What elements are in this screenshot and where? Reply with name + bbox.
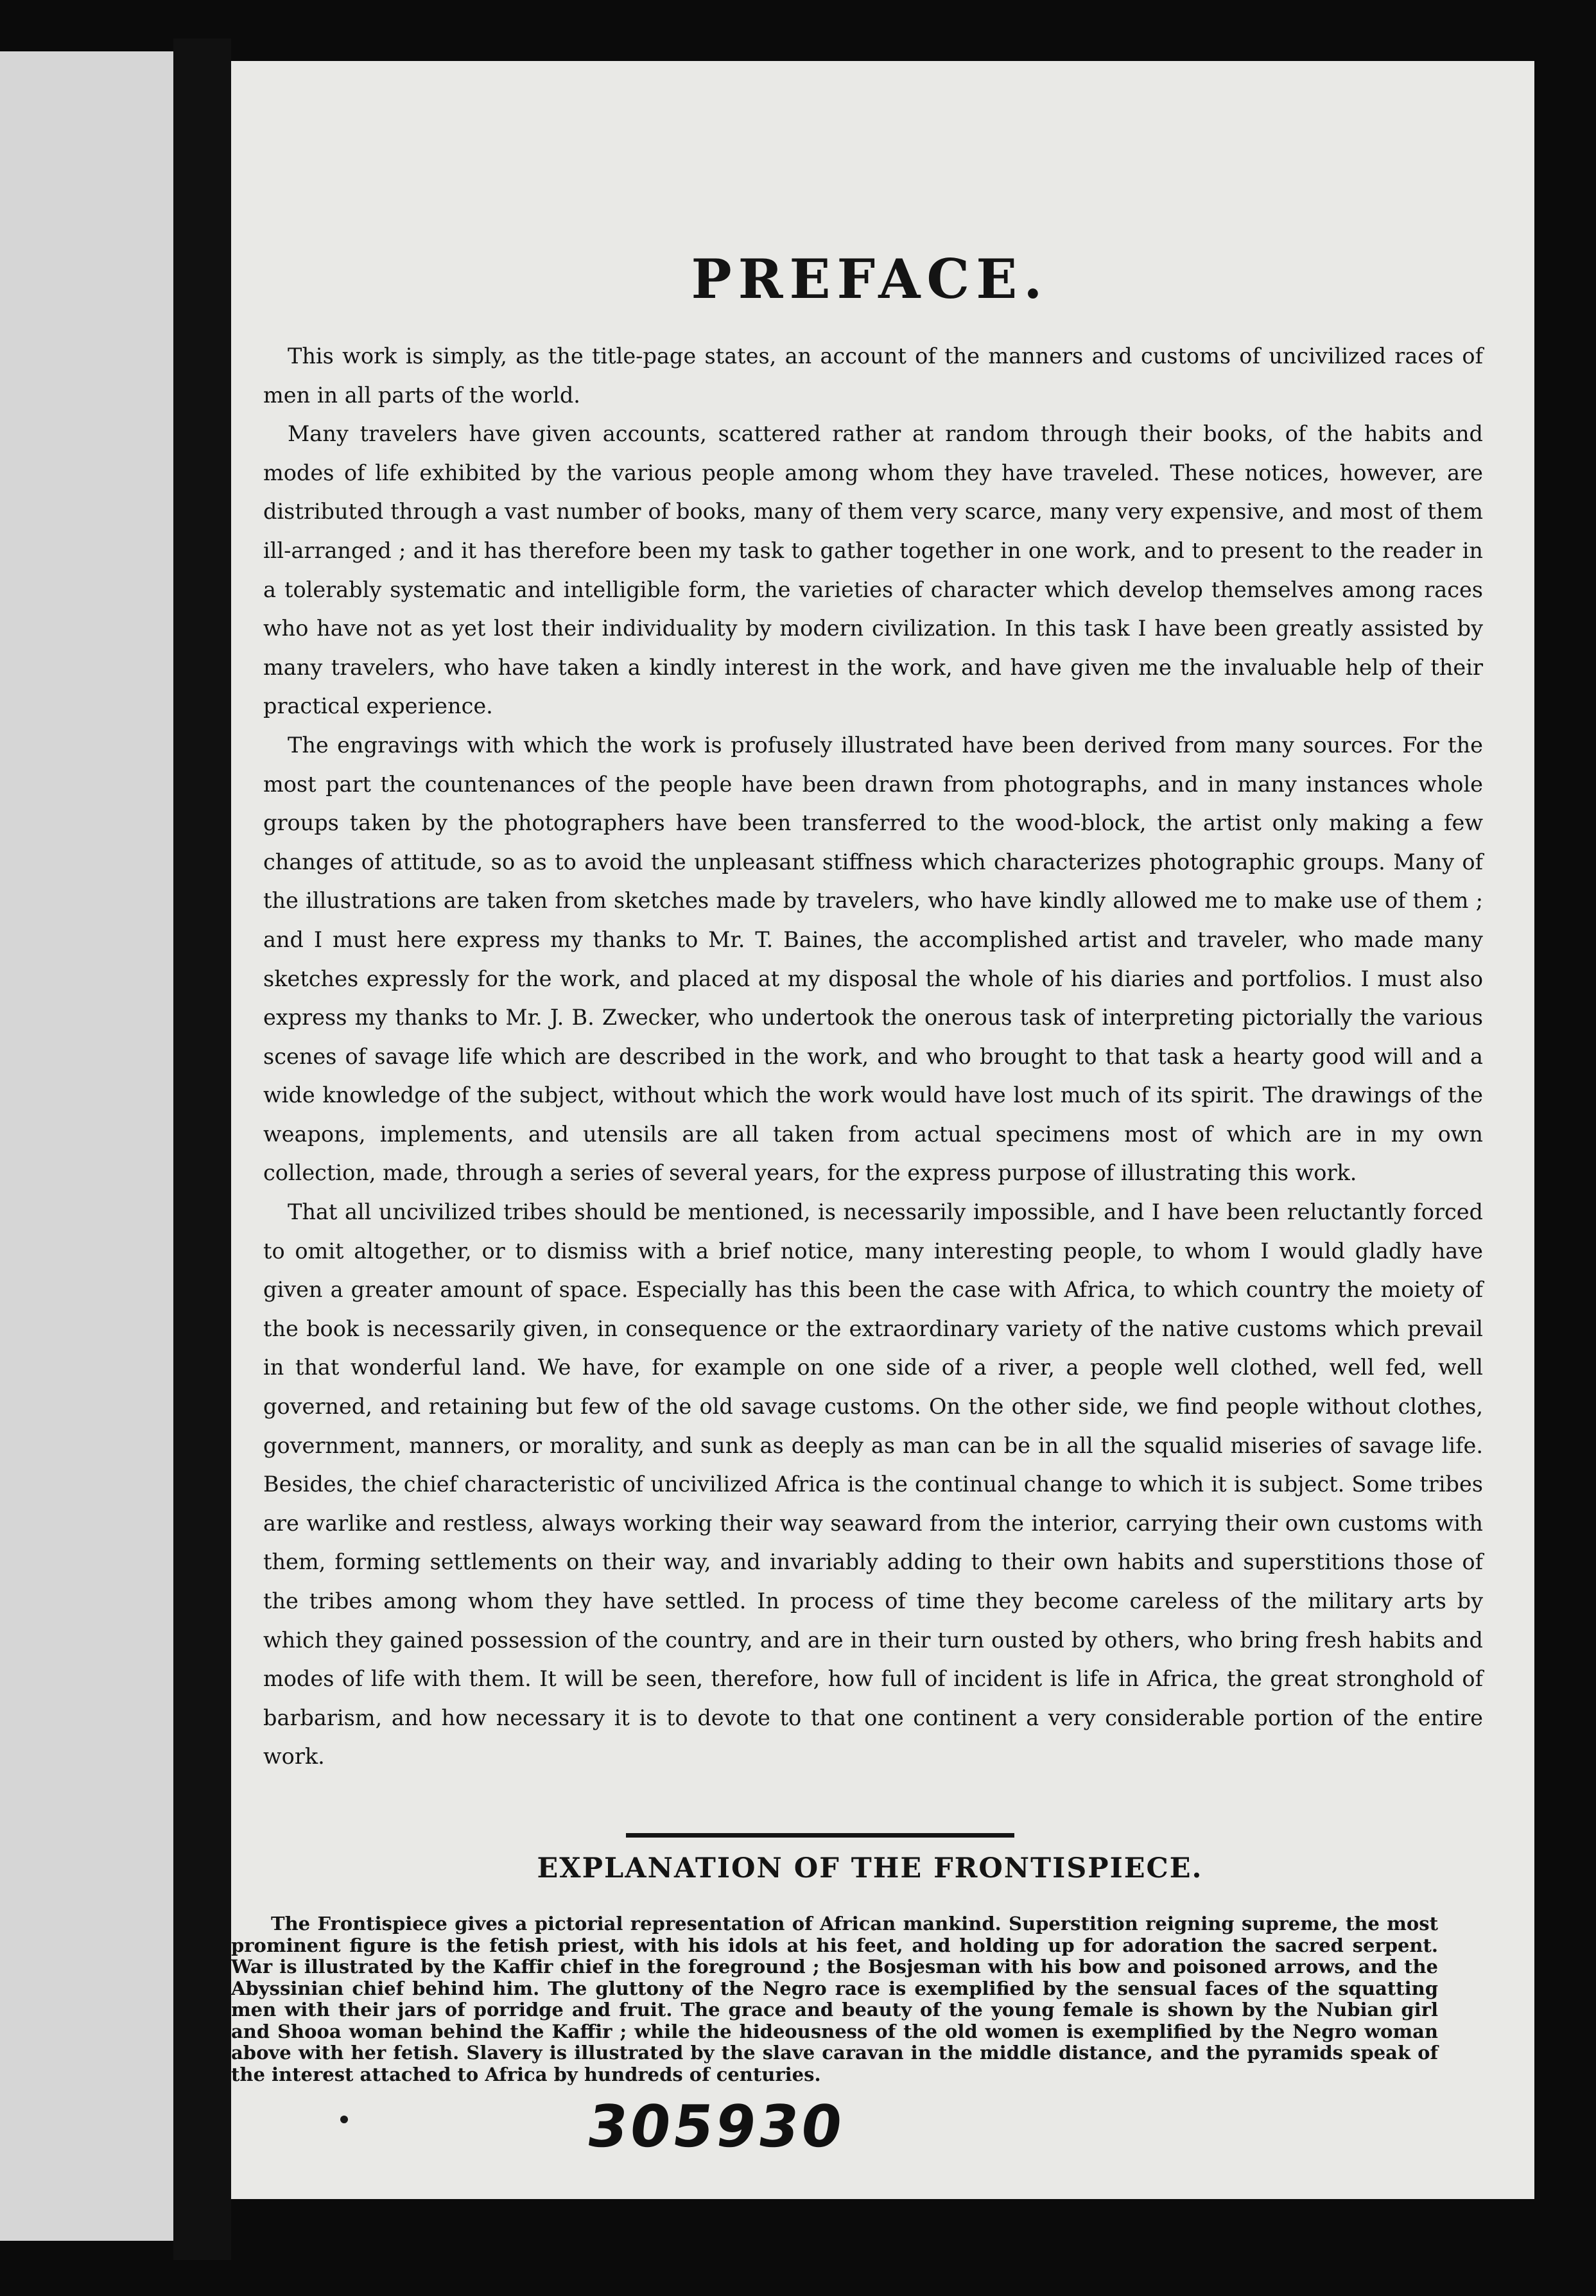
preface-paragraph-2: Many travelers have given accounts, scattered rather at random through their books, of the habits and modes of life exhibited by the various people among whom they have traveled. These notices, however, are distributed through a vast number of books, many of them very scarce, many very expensive, and most of them ill-arranged ; and it has therefore been my task to gather together in one work, and to present to the reader in a tolerably systematic and intelligible form, the varieties of character which develop themselves among races who have not as yet lost their individuality by modern civilization. In this task I have been greatly assisted by many travelers, who have taken a kindly interest in the work, and have given me the invaluable help of their practical experience. [263, 421, 1483, 719]
book-spine-shadow [173, 39, 231, 2260]
section-divider-rule [626, 1833, 1014, 1838]
preface-paragraph-4: That all uncivilized tribes should be mentioned, is necessarily impossible, and I have been reluctantly forced to omit altogether, or to dismiss with a brief notice, many interesting people, to whom I would gladly have given a greater amount of space. Especially has this been the case with Africa, to which country the moiety of the book is necessarily given, in consequence or the extraordinary variety of the native customs which prevail in that wonderful land. We have, for example on one side of a river, a people well clothed, well fed, well governed, and retaining but few of the old savage customs. On the other side, we find people without clothes, government, manners, or morality, and sunk as deeply as man can be in all the squalid miseries of savage life. Besides, the chief characteristic of uncivilized Africa is the continual change to which it is subject. Some tribes are warlike and restless, always working their way seaward from the interior, carrying their own customs with them, forming settlements on their way, and invariably adding to their own habits and superstitions those of the tribes among whom they have settled. In process of time they become careless of the military arts by which they gained possession of the country, and are in their turn ousted by others, who bring fresh habits and modes of life with them. It will be seen, therefore, how full of incident is life in Africa, the great stronghold of barbarism, and how necessary it is to devote to that one continent a very considerable portion of the entire work. [263, 1199, 1483, 1770]
handwritten-accession-number: 305930 [582, 2093, 849, 2161]
preface-title: PREFACE. [691, 247, 1049, 311]
ink-dot [340, 2116, 348, 2123]
preface-paragraph-3: The engravings with which the work is profusely illustrated have been derived from many sources. For the most part the countenances of the people have been drawn from photographs, and in many instances whole groups taken by the photographers have been transferred to the wood-block, the artist only making a few changes of attitude, so as to avoid the unpleasant stiffness which characterizes photographic groups. Many of the illustrations are taken from sketches made by travelers, who have kindly allowed me to make use of them ; and I must here express my thanks to Mr. T. Baines, the accomplished artist and traveler, who made many sketches expressly for the work, and placed at my disposal the whole of his diaries and portfolios. I must also express my thanks to Mr. J. B. Zwecker, who undertook the onerous task of interpreting pictorially the various scenes of savage life which are described in the work, and who brought to that task a hearty good will and a wide knowledge of the subject, without which the work would have lost much of its spirit. The drawings of the weapons, implements, and utensils are all taken from actual specimens most of which are in my own collection, made, through a series of several years, for the express purpose of illustrating this work. [263, 732, 1483, 1186]
book-page [231, 61, 1534, 2199]
frontispiece-title: EXPLANATION OF THE FRONTISPIECE. [537, 1852, 1203, 1884]
preface-paragraph-1: This work is simply, as the title-page states, an account of the manners and customs of uncivilized races of men in all parts of the world. [263, 344, 1483, 408]
faint-pencil-mark [880, 66, 895, 119]
preface-body [263, 337, 1483, 1777]
frontispiece-explanation: The Frontispiece gives a pictorial representation of African mankind. Superstition reigning supreme, the most prominent figure is the fetish priest, with his idols at his feet, and holding up for adoration the sacred serpent. War is illustrated by the Kaffir chief in the foreground ; the Bosjesman with his bow and poisoned arrows, and the Abyssinian chief behind him. The gluttony of the Negro race is exemplified by the sensual faces of the squatting men with their jars of porridge and fruit. The grace and beauty of the young female is shown by the Nubian girl and Shooa woman behind the Kaffir ; while the hideousness of the old women is exemplified by the Negro woman above with her fetish. Slavery is illustrated by the slave caravan in the middle distance, and the pyramids speak of the interest attached to Africa by hundreds of centuries. [231, 1913, 1438, 2085]
adjacent-left-page [0, 51, 173, 2241]
